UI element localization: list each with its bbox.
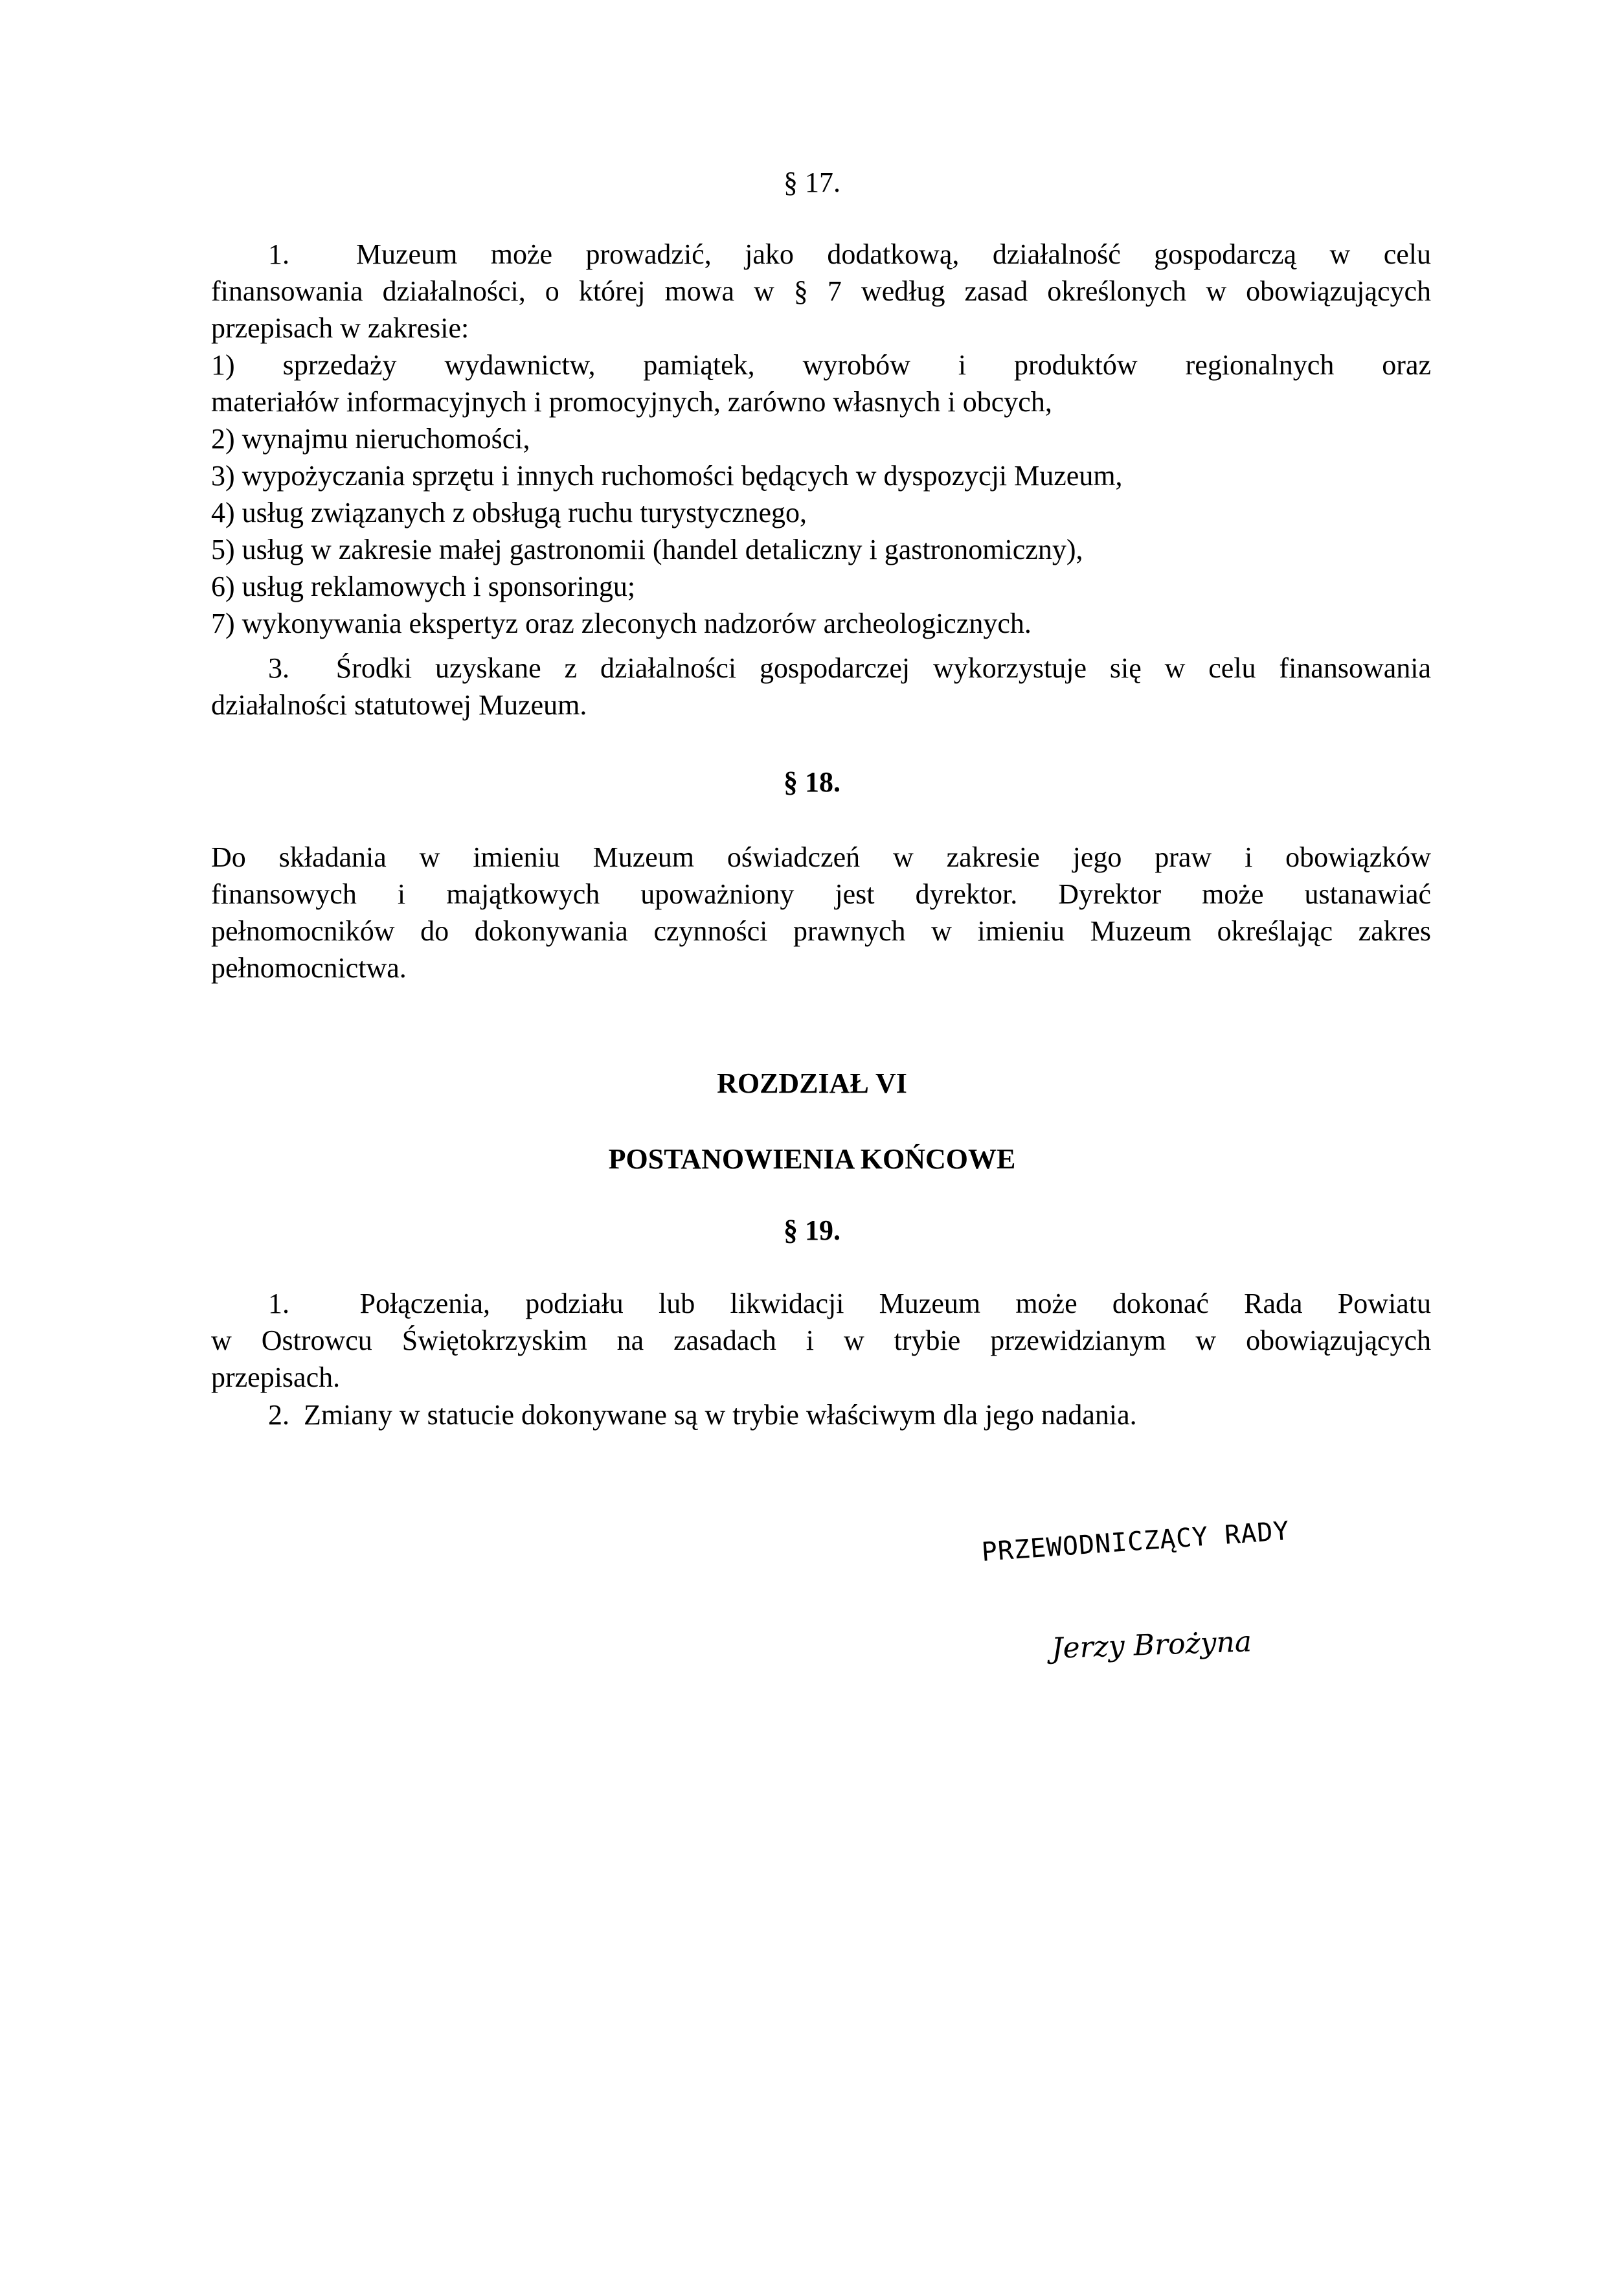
paragraph-number: 1. [268, 1288, 289, 1319]
list-item-4: 4) usług związanych z obsługą ruchu turystycznego, [211, 497, 807, 529]
section-17-paragraph-1-line-1 [211, 236, 1431, 273]
section-19-paragraph-1-line-3: przepisach. [211, 1361, 341, 1393]
chapter-subtitle: POSTANOWIENIA KOŃCOWE [608, 1143, 1016, 1175]
section-17-paragraph-3-line-2: działalności statutowej Muzeum. [211, 689, 587, 721]
section-17-heading: § 17. [784, 166, 840, 198]
list-item-6: 6) usług reklamowych i sponsoringu; [211, 571, 636, 602]
section-17-paragraph-1-line-2: finansowania działalności, o której mowa w § 7 według zasad określonych w obowiązujących [211, 275, 1431, 307]
list-item-3: 3) wypożyczania sprzętu i innych ruchomości będących w dyspozycji Muzeum, [211, 460, 1123, 492]
list-item-1-line-1: 1) sprzedaży wydawnictw, pamiątek, wyrobów i produktów regionalnych oraz [211, 349, 1431, 381]
section-19-paragraph-2 [211, 1397, 1137, 1433]
section-18-line-1: Do składania w imieniu Muzeum oświadczeń w zakresie jego praw i obowiązków [211, 841, 1431, 873]
paragraph-text: Zmiany w statucie dokonywane są w trybie właściwym dla jego nadania. [304, 1399, 1137, 1431]
paragraph-text: Środki uzyskane z działalności gospodarczej wykorzystuje się w celu finansowania [335, 652, 1431, 684]
section-18-heading: § 18. [784, 766, 840, 798]
section-18-line-3: pełnomocników do dokonywania czynności prawnych w imieniu Muzeum określając zakres [211, 915, 1431, 947]
section-18-line-2: finansowych i majątkowych upoważniony jest dyrektor. Dyrektor może ustanawiać [211, 878, 1431, 910]
signature-name: Jerzy Brożyna [1051, 1625, 1252, 1665]
list-item-1-line-2: materiałów informacyjnych i promocyjnych, zarówno własnych i obcych, [211, 386, 1052, 418]
paragraph-number: 2. [268, 1399, 289, 1431]
list-item-5: 5) usług w zakresie małej gastronomii (handel detaliczny i gastronomiczny), [211, 534, 1083, 565]
chairman-stamp: PRZEWODNICZĄCY RADY [980, 1516, 1291, 1567]
chapter-title: ROZDZIAŁ VI [717, 1067, 907, 1099]
paragraph-text: Połączenia, podziału lub likwidacji Muzeum może dokonać Rada Powiatu [359, 1288, 1432, 1319]
section-18-line-4: pełnomocnictwa. [211, 952, 407, 984]
section-17-paragraph-1-line-3: przepisach w zakresie: [211, 312, 469, 344]
section-19-heading: § 19. [784, 1214, 840, 1246]
section-17-paragraph-3-line-1 [211, 650, 1431, 687]
list-item-2: 2) wynajmu nieruchomości, [211, 423, 530, 455]
section-19-paragraph-1-line-1 [211, 1286, 1431, 1322]
paragraph-number: 3. [268, 652, 289, 684]
list-item-7: 7) wykonywania ekspertyz oraz zleconych nadzorów archeologicznych. [211, 608, 1032, 639]
section-19-paragraph-1-line-2: w Ostrowcu Świętokrzyskim na zasadach i w trybie przewidzianym w obowiązujących [211, 1324, 1431, 1356]
paragraph-text: Muzeum może prowadzić, jako dodatkową, działalność gospodarczą w celu [355, 238, 1432, 270]
paragraph-number: 1. [268, 238, 289, 270]
